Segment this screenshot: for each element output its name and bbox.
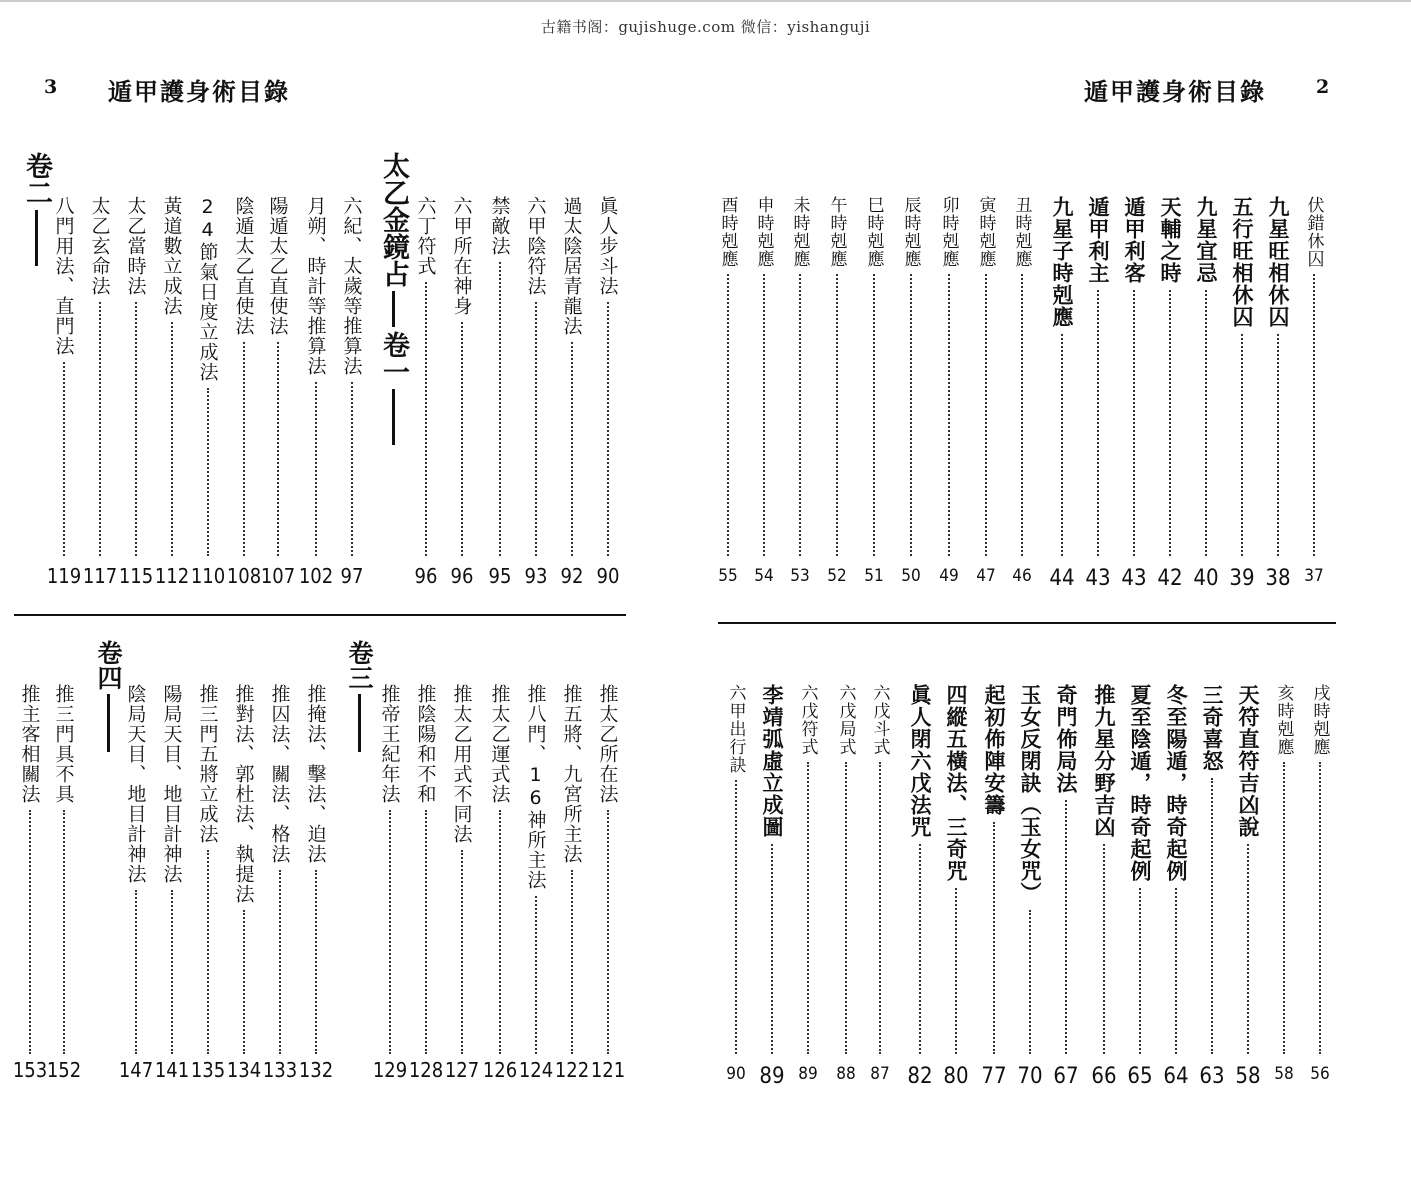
toc-entry[interactable] [337,196,367,588]
right-page-number: 2 [1316,76,1330,98]
toc-entry[interactable] [1083,196,1113,591]
leader-dots [727,274,729,556]
toc-entry[interactable] [521,196,551,588]
toc-entry[interactable] [1191,196,1221,591]
leader-dots [29,810,31,1054]
leader-dots [1029,910,1031,1054]
leader-dots [735,780,737,1054]
toc-entry-title: 推囚法、關法、格法 [268,684,291,864]
toc-entry-page-number: 50 [901,566,921,586]
leader-dots [993,822,995,1054]
toc-entry-title: 眞人閉六戊法咒 [908,684,932,838]
toc-entry[interactable] [865,684,895,1084]
toc-entry[interactable] [46,684,82,1082]
toc-entry-page-number: 46 [1012,566,1032,586]
toc-entry-page-number: 119 [46,564,82,588]
toc-entry[interactable] [896,196,926,586]
leader-dots [279,870,281,1054]
toc-entry-title: 六戊斗式 [869,684,890,756]
leader-dots [799,274,801,556]
toc-entry[interactable] [1227,196,1257,591]
toc-entry-title: 推九星分野吉凶 [1092,684,1116,838]
toc-entry[interactable] [713,196,743,586]
toc-entry-page-number: 95 [488,564,512,588]
toc-entry-page-number: 132 [298,1058,334,1082]
toc-entry-title: 未時剋應 [789,196,810,268]
toc-entry-page-number: 66 [1091,1064,1117,1089]
toc-entry-page-number: 43 [1121,566,1147,591]
left-page-number: 3 [44,76,58,98]
toc-entry[interactable] [721,684,751,1084]
toc-entry-title: 六甲所在神身 [450,196,473,316]
leader-dots [277,342,279,556]
toc-entry-title: 午時剋應 [826,196,847,268]
toc-entry-page-number: 89 [759,1064,785,1089]
toc-entry-title: 九星宜忌 [1194,196,1218,284]
toc-entry[interactable] [226,196,262,588]
toc-entry-page-number: 58 [1235,1064,1261,1089]
toc-entry-page-number: 80 [943,1064,969,1089]
leader-dots [243,342,245,556]
toc-entry[interactable] [822,196,852,586]
toc-entry-page-number: 107 [260,564,296,588]
toc-entry-page-number: 122 [554,1058,590,1082]
leader-dots [315,870,317,1054]
leader-dots [1277,334,1279,556]
toc-entry-page-number: 110 [190,564,226,588]
toc-entry-title: 玉女反閉訣（玉女咒） [1018,684,1042,904]
toc-entry-title: 六戊符式 [797,684,818,756]
toc-entry[interactable] [941,684,971,1089]
toc-entry[interactable] [260,196,296,588]
toc-entry-title: 辰時剋應 [900,196,921,268]
toc-entry-page-number: 93 [524,564,548,588]
toc-entry[interactable] [971,196,1001,586]
section-taiyi-jinjing [374,152,413,449]
toc-entry[interactable] [557,196,587,588]
toc-entry-page-number: 96 [450,564,474,588]
leader-dots [1247,844,1249,1054]
leader-dots [910,274,912,556]
leader-dots [1283,762,1285,1054]
toc-entry[interactable] [154,684,190,1082]
toc-entry-page-number: 89 [798,1064,818,1084]
toc-entry-page-number: 124 [518,1058,554,1082]
section-volume: 卷二 [21,152,52,206]
toc-entry[interactable] [1119,196,1149,591]
toc-entry-title: 陽局天目、地目計神法 [160,684,183,884]
section-volume: 卷一 [378,331,409,385]
leader-dots [135,302,137,556]
leader-dots [771,844,773,1054]
leader-dots [207,388,209,556]
leader-dots [171,890,173,1054]
toc-entry[interactable] [485,196,515,588]
leader-dots [1139,888,1141,1054]
toc-entry[interactable] [411,196,441,588]
toc-entry-title: 推五將、九宮所主法 [560,684,583,864]
toc-entry-page-number: 87 [870,1064,890,1084]
toc-entry-page-number: 82 [907,1064,933,1089]
toc-entry-page-number: 88 [836,1064,856,1084]
section-bar [35,210,38,266]
toc-entry[interactable] [1161,684,1191,1089]
toc-entry-page-number: 127 [444,1058,480,1082]
section-bar [392,291,395,327]
toc-entry-page-number: 102 [298,564,334,588]
toc-entry[interactable] [1197,684,1227,1089]
toc-entry-page-number: 117 [82,564,118,588]
section-bar [392,389,395,445]
toc-entry[interactable] [1233,684,1263,1089]
toc-entry[interactable] [372,684,408,1082]
top-edge-rule [0,0,1411,2]
toc-entry[interactable] [1305,684,1335,1084]
toc-entry-title: 黃道數立成法 [160,196,183,316]
toc-entry-title: 天輔之時 [1158,196,1182,284]
toc-entry-page-number: 56 [1310,1064,1330,1084]
toc-entry-page-number: 121 [590,1058,626,1082]
toc-entry-page-number: 37 [1304,566,1324,586]
toc-entry[interactable] [757,684,787,1089]
toc-entry-page-number: 38 [1265,566,1291,591]
leader-dots [135,890,137,1054]
leader-dots [535,896,537,1054]
leader-dots [948,274,950,556]
toc-entry-title: 酉時剋應 [717,196,738,268]
toc-entry[interactable] [934,196,964,586]
leader-dots [1313,274,1315,556]
leader-dots [1021,274,1023,556]
toc-entry-title: 推太乙運式法 [488,684,511,804]
toc-entry[interactable] [444,684,480,1082]
section-volume: 卷三 [345,640,374,690]
leader-dots [607,810,609,1054]
toc-entry-title: 陽遁太乙直使法 [266,196,289,336]
toc-entry[interactable] [46,196,82,588]
left-divider [14,614,626,616]
toc-entry[interactable] [482,684,518,1082]
toc-entry-title: 太乙玄命法 [88,196,111,296]
toc-entry-page-number: 67 [1053,1064,1079,1089]
toc-entry-page-number: 70 [1017,1064,1043,1089]
toc-entry[interactable] [518,684,554,1082]
leader-dots [807,762,809,1054]
toc-entry-title: 推帝王紀年法 [378,684,401,804]
toc-entry[interactable] [590,684,626,1082]
leader-dots [63,810,65,1054]
leader-dots [535,302,537,556]
toc-entry[interactable] [1299,196,1329,586]
leader-dots [425,282,427,556]
toc-entry-title: 過太陰居青龍法 [560,196,583,336]
leader-dots [171,322,173,556]
toc-entry[interactable] [447,196,477,588]
toc-entry[interactable] [154,196,190,588]
toc-entry[interactable] [554,684,590,1082]
leader-dots [63,362,65,556]
toc-entry-title: 六紀、太歲等推算法 [340,196,363,376]
toc-entry-page-number: 112 [154,564,190,588]
toc-entry[interactable] [298,196,334,588]
toc-entry-page-number: 52 [827,566,847,586]
toc-entry-title: 推掩法、擊法、迫法 [304,684,327,864]
toc-entry-page-number: 40 [1193,566,1219,591]
toc-entry-page-number: 43 [1085,566,1111,591]
toc-entry[interactable] [1015,684,1045,1089]
toc-entry-title: 四縱五橫法、三奇咒 [944,684,968,882]
toc-entry-page-number: 126 [482,1058,518,1082]
toc-entry-page-number: 90 [596,564,620,588]
toc-entry-title: 天符直符吉凶說 [1236,684,1260,838]
toc-entry[interactable] [1051,684,1081,1089]
toc-entry-title: 申時剋應 [753,196,774,268]
toc-entry-title: 寅時剋應 [975,196,996,268]
right-page-title: 遁甲護身術目錄 [1084,78,1266,106]
toc-entry-page-number: 115 [118,564,154,588]
toc-entry-page-number: 53 [790,566,810,586]
leader-dots [1205,290,1207,556]
toc-entry-page-number: 39 [1229,566,1255,591]
toc-entry[interactable] [118,684,154,1082]
leader-dots [243,910,245,1054]
toc-entry-page-number: 49 [939,566,959,586]
toc-entry-page-number: 147 [118,1058,154,1082]
toc-entry[interactable] [262,684,298,1082]
toc-entry-page-number: 153 [12,1058,48,1082]
toc-entry-title: 推三門五將立成法 [196,684,219,844]
leader-dots [919,844,921,1054]
toc-entry-page-number: 128 [408,1058,444,1082]
leader-dots [873,274,875,556]
toc-entry-title: 推主客相關法 [18,684,41,804]
leader-dots [1175,888,1177,1054]
leader-dots [836,274,838,556]
watermark-text: 古籍书阁：gujishuge.com 微信：yishanguji [540,18,871,36]
toc-entry-title: 丑時剋應 [1011,196,1032,268]
leader-dots [1097,290,1099,556]
leader-dots [571,342,573,556]
leader-dots [1241,334,1243,556]
toc-entry-title: 推陰陽和不和 [414,684,437,804]
toc-entry-page-number: 51 [864,566,884,586]
section-bar [107,694,110,752]
toc-entry[interactable] [831,684,861,1084]
leader-dots [1103,844,1105,1054]
toc-entry-page-number: 65 [1127,1064,1153,1089]
toc-entry-page-number: 47 [976,566,996,586]
toc-entry-title: 冬至陽遁，時奇起例 [1164,684,1188,882]
leader-dots [1319,762,1321,1054]
toc-entry[interactable] [190,684,226,1082]
leader-dots [315,382,317,556]
leader-dots [499,810,501,1054]
toc-entry-page-number: 97 [340,564,364,588]
leader-dots [351,382,353,556]
toc-entry-title: 眞人步斗法 [596,196,619,296]
toc-entry-page-number: 141 [154,1058,190,1082]
toc-entry[interactable] [1263,196,1293,591]
toc-entry-page-number: 42 [1157,566,1183,591]
toc-entry-page-number: 63 [1199,1064,1225,1089]
toc-entry-page-number: 54 [754,566,774,586]
toc-entry-page-number: 55 [718,566,738,586]
toc-entry-page-number: 133 [262,1058,298,1082]
toc-entry-title: 遁甲利客 [1122,196,1146,284]
toc-entry-title: 奇門佈局法 [1054,684,1078,794]
toc-entry-page-number: 58 [1274,1064,1294,1084]
toc-entry[interactable] [785,196,815,586]
toc-entry[interactable] [979,684,1009,1089]
right-divider [718,622,1336,624]
toc-entry-title: 巳時剋應 [863,196,884,268]
leader-dots [1211,778,1213,1054]
section-vol3 [341,640,377,756]
leader-dots [571,870,573,1054]
toc-entry[interactable] [1155,196,1185,591]
toc-entry-title: 推太乙所在法 [596,684,619,804]
toc-entry[interactable] [1269,684,1299,1084]
toc-entry-title: 推三門具不具 [52,684,75,804]
toc-entry[interactable] [749,196,779,586]
toc-entry-title: 九星子時剋應 [1050,196,1074,328]
toc-entry[interactable] [593,196,623,588]
leader-dots [1169,290,1171,556]
toc-entry[interactable] [12,684,48,1082]
toc-entry-title: 戌時剋應 [1309,684,1330,756]
toc-entry-page-number: 96 [414,564,438,588]
toc-entry[interactable] [408,684,444,1082]
toc-entry-title: 九星旺相休囚 [1266,196,1290,328]
toc-entry-page-number: 77 [981,1064,1007,1089]
toc-entry-title: 遁甲利主 [1086,196,1110,284]
toc-entry-title: 亥時剋應 [1273,684,1294,756]
leader-dots [879,762,881,1054]
leader-dots [955,888,957,1054]
leader-dots [845,762,847,1054]
toc-entry-title: 六戊局式 [835,684,856,756]
toc-entry-title: 推對法、郭杜法、執提法 [232,684,255,904]
toc-entry[interactable] [859,196,889,586]
toc-entry[interactable] [793,684,823,1084]
leader-dots [1065,800,1067,1054]
leader-dots [499,262,501,556]
leader-dots [607,302,609,556]
toc-entry-title: 五行旺相休囚 [1230,196,1254,328]
leader-dots [99,302,101,556]
toc-entry-page-number: 129 [372,1058,408,1082]
toc-entry-page-number: 64 [1163,1064,1189,1089]
toc-entry-title: 陰遁太乙直使法 [232,196,255,336]
leader-dots [207,850,209,1054]
leader-dots [1133,290,1135,556]
left-page-title: 遁甲護身術目錄 [108,78,290,106]
leader-dots [389,810,391,1054]
toc-entry-title: 伏錯休囚 [1303,196,1324,268]
leader-dots [425,810,427,1054]
toc-entry-title: 卯時剋應 [938,196,959,268]
toc-entry-title: 六甲出行訣 [725,684,746,774]
toc-entry-title: 太乙當時法 [124,196,147,296]
leader-dots [985,274,987,556]
section-bar [358,694,361,752]
section-volume: 卷四 [94,640,123,690]
toc-entry-title: 起初佈陣安籌 [982,684,1006,816]
toc-entry-title: 陰局天目、地目計神法 [124,684,147,884]
section-title: 太乙金鏡占 [378,152,409,287]
toc-entry-title: 夏至陰遁，時奇起例 [1128,684,1152,882]
toc-entry[interactable] [118,196,154,588]
toc-entry-page-number: 135 [190,1058,226,1082]
leader-dots [461,322,463,556]
toc-entry-title: 李靖弧虛立成圖 [760,684,784,838]
toc-entry-title: 六甲陰符法 [524,196,547,296]
toc-entry-title: 六丁符式 [414,196,437,276]
toc-entry-page-number: 92 [560,564,584,588]
toc-entry-page-number: 152 [46,1058,82,1082]
leader-dots [1061,334,1063,556]
toc-entry[interactable] [190,196,226,588]
toc-entry[interactable] [905,684,935,1089]
toc-entry-page-number: 134 [226,1058,262,1082]
toc-entry-page-number: 108 [226,564,262,588]
toc-entry-title: 24節氣日度立成法 [196,196,219,382]
toc-entry[interactable] [1007,196,1037,586]
leader-dots [763,274,765,556]
toc-entry[interactable] [1089,684,1119,1089]
toc-entry[interactable] [226,684,262,1082]
toc-entry-title: 禁敵法 [488,196,511,256]
toc-entry-page-number: 44 [1049,566,1075,591]
toc-entry[interactable] [1047,196,1077,591]
leader-dots [461,850,463,1054]
toc-entry-title: 推太乙用式不同法 [450,684,473,844]
toc-entry-page-number: 90 [726,1064,746,1084]
toc-entry-title: 八門用法、直門法 [52,196,75,356]
toc-entry[interactable] [82,196,118,588]
toc-entry-title: 三奇喜怒 [1200,684,1224,772]
toc-entry-title: 推八門、16神所主法 [524,684,547,890]
toc-entry[interactable] [1125,684,1155,1089]
toc-entry[interactable] [298,684,334,1082]
toc-entry-title: 月朔、時計等推算法 [304,196,327,376]
